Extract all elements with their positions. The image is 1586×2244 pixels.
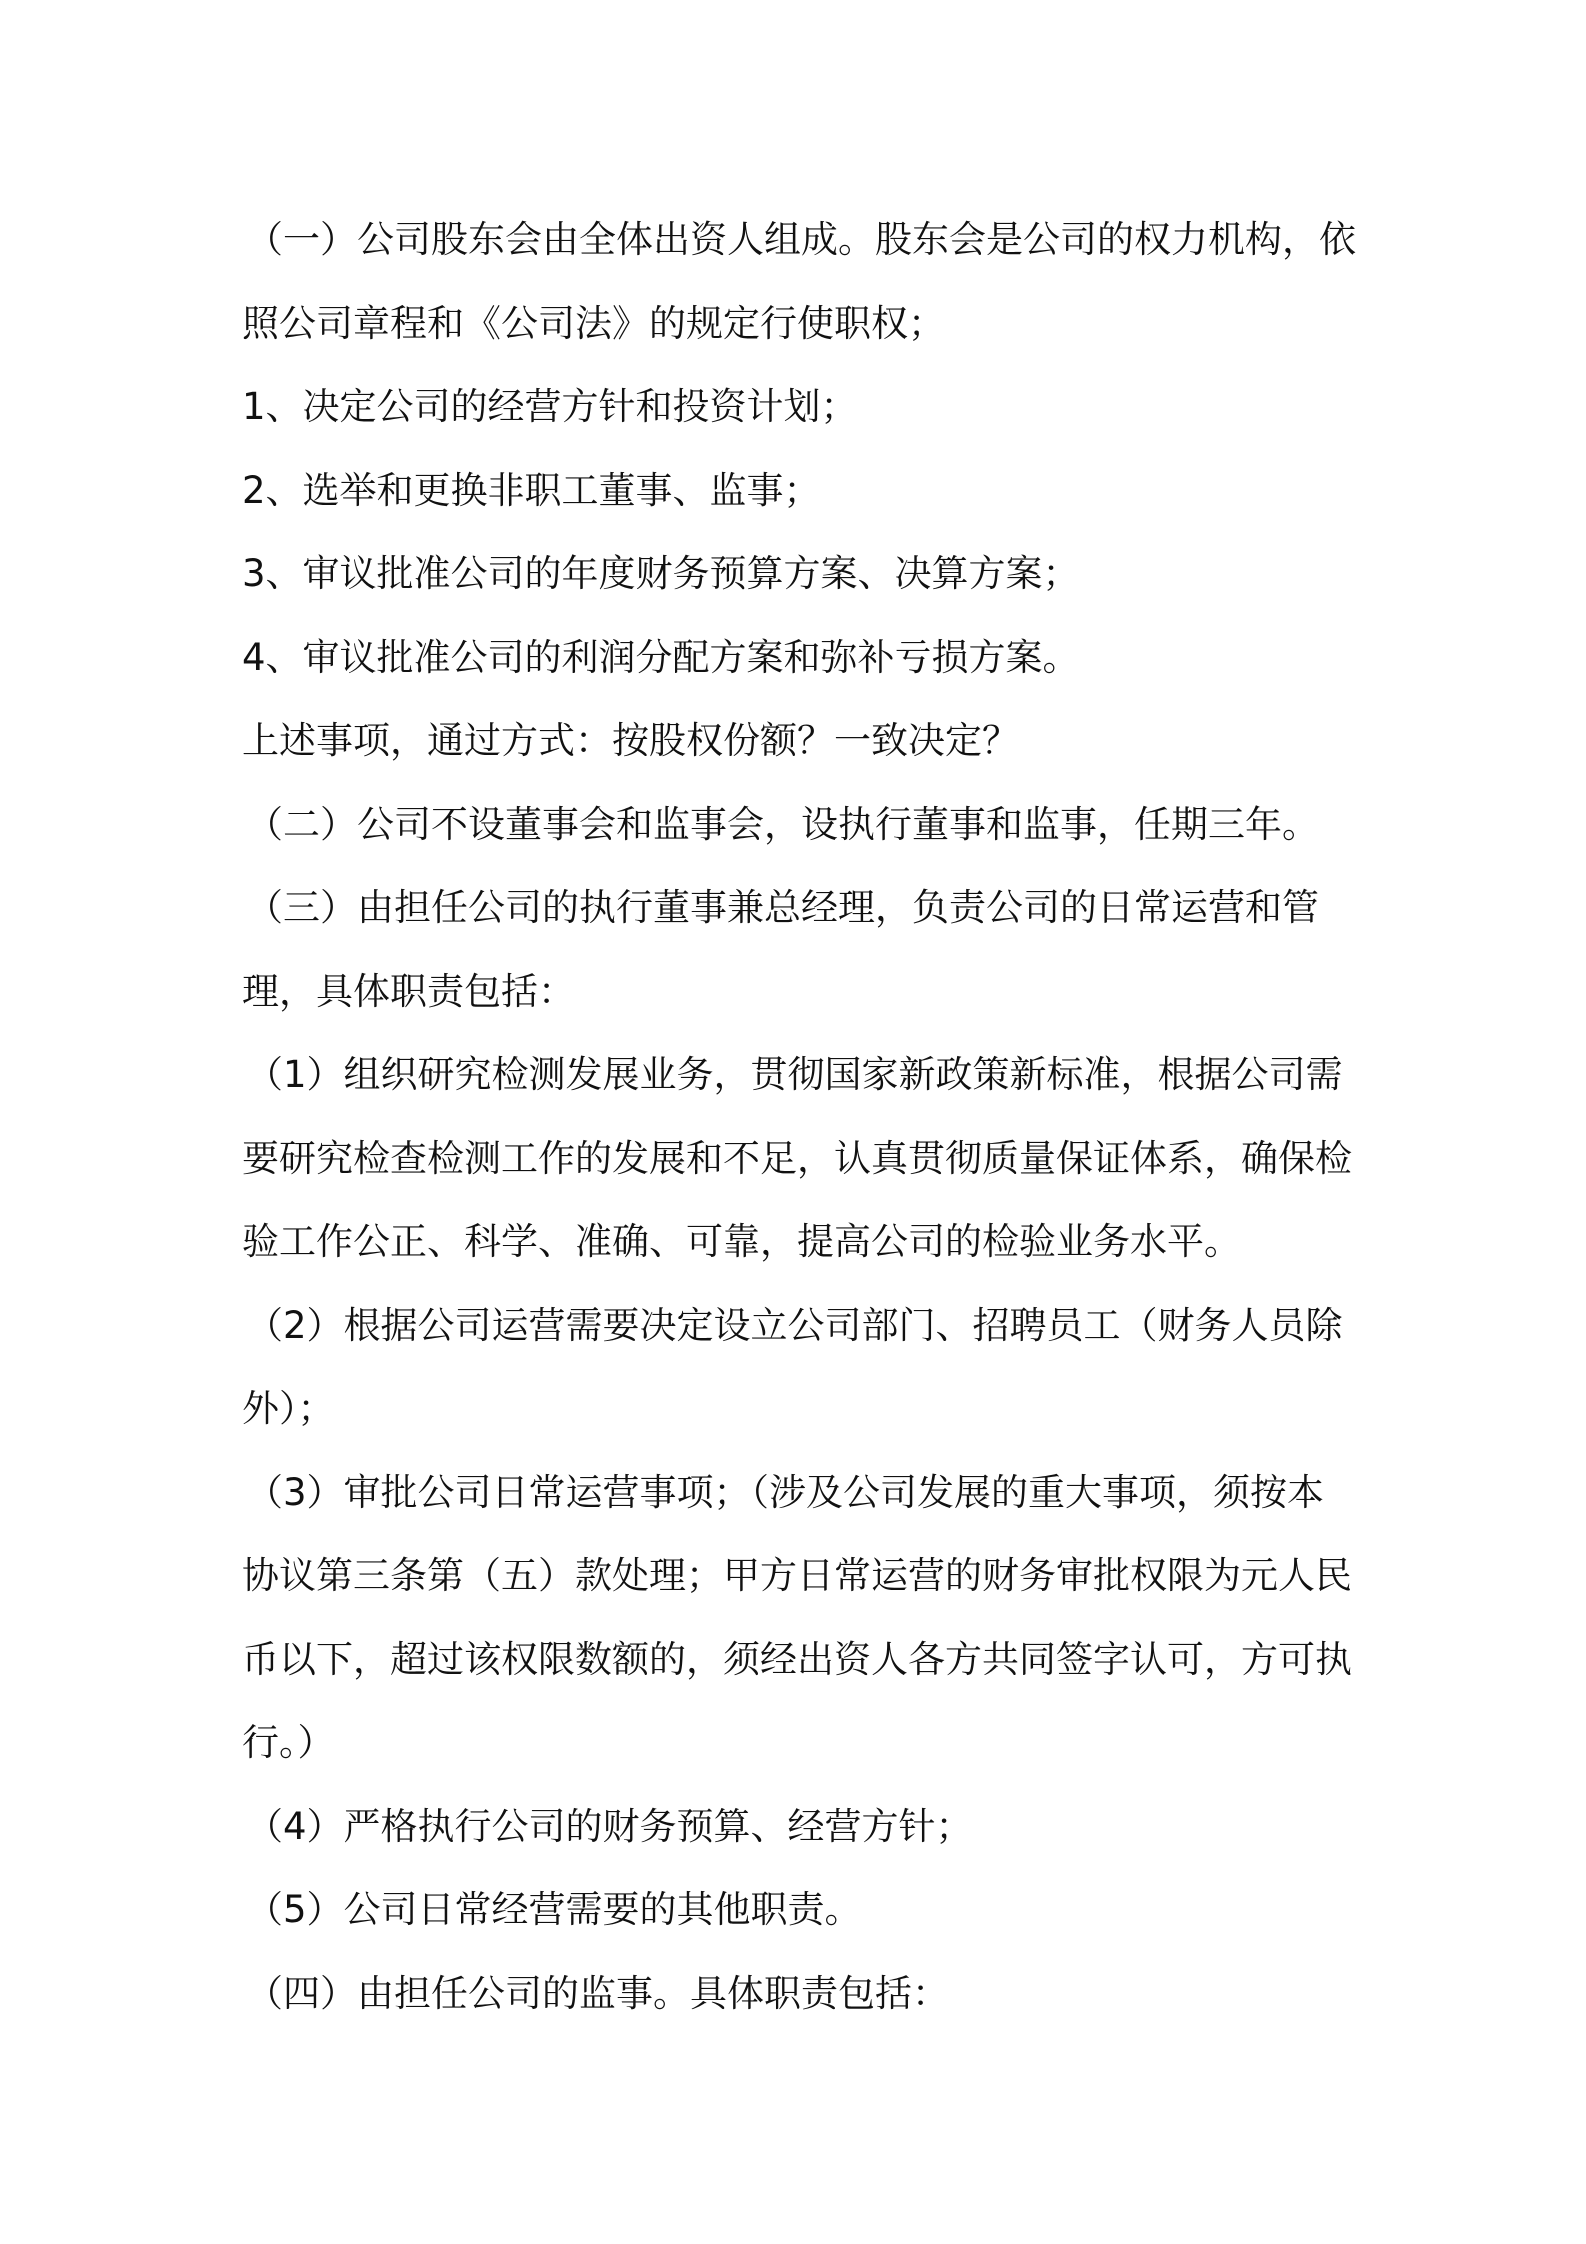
duty-item-2: （2）根据公司运营需要决定设立公司部门、招聘员工（财务人员除外）； xyxy=(242,1303,1343,1430)
list-item-annual-budget: 3、审议批准公司的年度财务预算方案、决算方案； xyxy=(242,552,1080,595)
duty-item-1: （1）组织研究检测发展业务，贯彻国家新政策新标准，根据公司需要研究检查检测工作的发展和不足，认真贯彻质量保证体系，确保检验工作公正、科学、准确、可靠，提高公司的检验业务水平。 xyxy=(242,1053,1352,1263)
paragraph-voting-method: 上述事项，通过方式：按股权份额？一致决定？ xyxy=(242,719,1019,762)
paragraph-executive-director: （三）由担任公司的执行董事兼总经理，负责公司的日常运营和管理，具体职责包括： xyxy=(242,886,1319,1013)
duty-item-5: （5）公司日常经营需要的其他职责。 xyxy=(246,1888,862,1931)
document-body xyxy=(242,198,1360,2035)
paragraph-no-board: （二）公司不设董事会和监事会，设执行董事和监事，任期三年。 xyxy=(246,802,1319,846)
duty-item-4: （4）严格执行公司的财务预算、经营方针； xyxy=(246,1804,973,1848)
paragraph-supervisor: （四）由担任公司的监事。具体职责包括： xyxy=(246,1971,949,2015)
list-item-business-policy: 1、决定公司的经营方针和投资计划； xyxy=(242,385,858,428)
duty-item-3: （3）审批公司日常运营事项；（涉及公司发展的重大事项，须按本协议第三条第（五）款处理；甲方日常运营的财务审批权限为元人民币以下，超过该权限数额的，须经出资人各方共同签字认可，方可执行。） xyxy=(242,1470,1352,1764)
list-item-elect-directors: 2、选举和更换非职工董事、监事； xyxy=(242,468,821,512)
list-item-profit-distribution: 4、审议批准公司的利润分配方案和弥补亏损方案。 xyxy=(242,635,1080,679)
paragraph-shareholders-meeting: （一）公司股东会由全体出资人组成。股东会是公司的权力机构，依照公司章程和《公司法》的规定行使职权； xyxy=(242,218,1356,345)
